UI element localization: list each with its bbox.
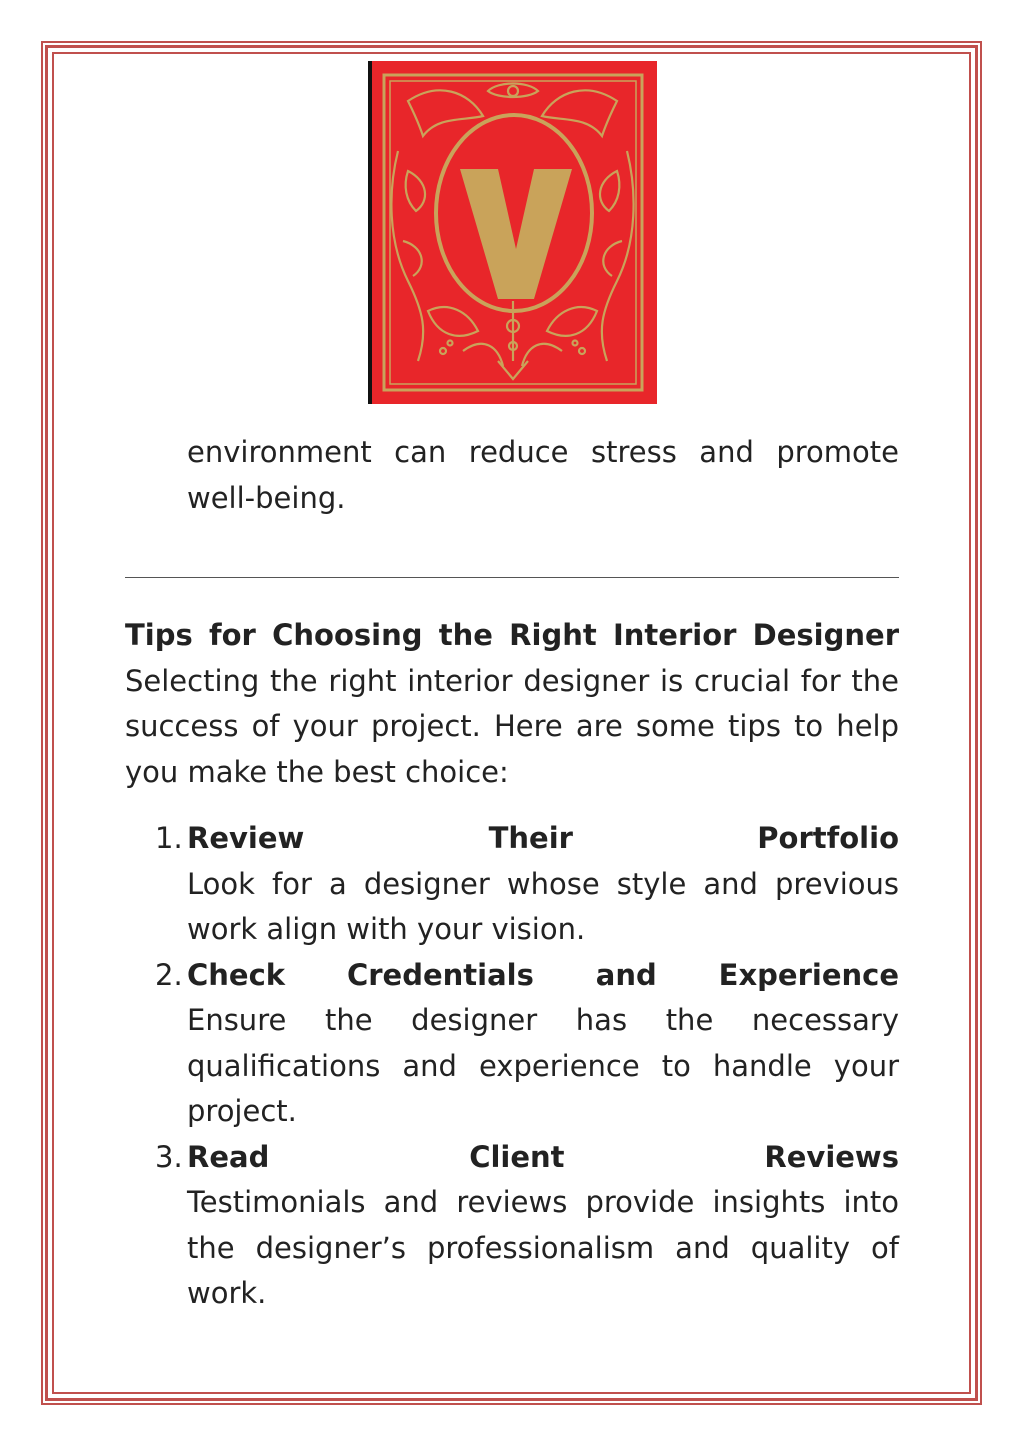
list-item (125, 1135, 899, 1317)
list-item (125, 953, 899, 1135)
tip-title: Check Credentials and Experience (187, 957, 899, 992)
ornate-v-logo-icon (368, 61, 657, 404)
tip-text: Testimonials and reviews provide insights into the designer’s professionalism and quality of work. (187, 1185, 899, 1310)
tips-list (125, 816, 899, 1317)
section-divider (125, 577, 899, 578)
tip-text: Ensure the designer has the necessary qualifications and experience to handle your project. (187, 1003, 899, 1128)
tip-number: 1. (155, 821, 183, 855)
tip-title: Review Their Portfolio (187, 821, 899, 855)
section-body: Selecting the right interior designer is crucial for the success of your project. Here are some tips to help you make the best choice: (125, 663, 899, 789)
document-content (125, 430, 899, 1317)
tip-number: 3. (155, 1139, 183, 1174)
tip-title: Read Client Reviews (187, 1139, 899, 1174)
section-paragraph (125, 613, 899, 795)
tip-text: Look for a designer whose style and previous work align with your vision. (187, 866, 899, 946)
section-heading: Tips for Choosing the Right Interior Designer (125, 618, 899, 652)
list-item (125, 816, 899, 953)
tip-number: 2. (155, 957, 183, 992)
intro-paragraph: environment can reduce stress and promote well-being. (187, 435, 899, 515)
